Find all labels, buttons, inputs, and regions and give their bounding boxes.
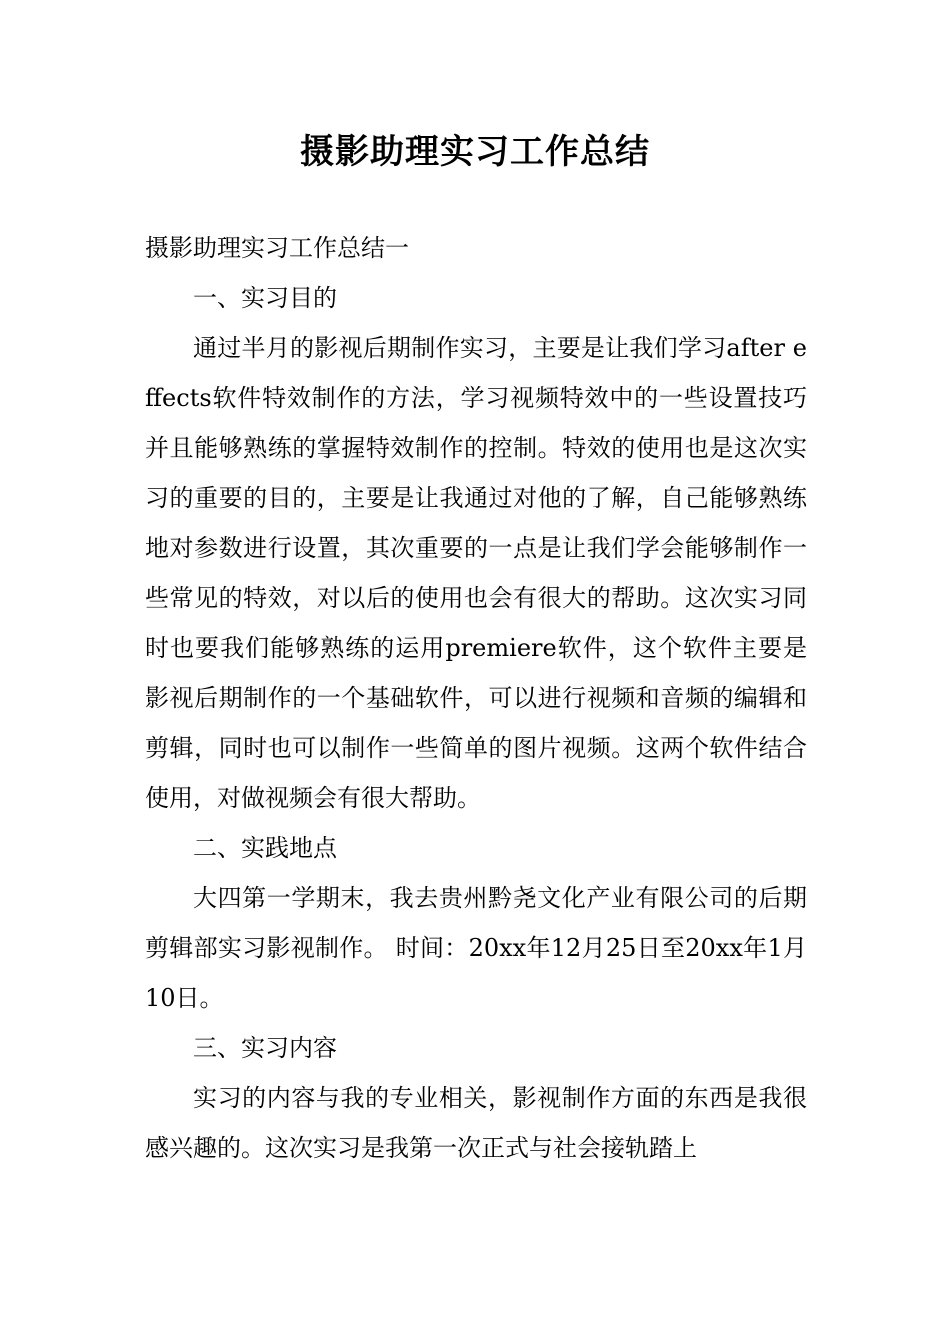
section-heading-purpose: 一、实习目的	[193, 284, 337, 312]
section-heading-location: 二、实践地点	[193, 834, 337, 862]
section-heading-main: 摄影助理实习工作总结一	[145, 234, 409, 262]
document-title: 摄影助理实习工作总结	[300, 132, 650, 172]
paragraph-purpose: 通过半月的影视后期制作实习，主要是让我们学习after effects软件特效制作的方法，学习视频特效中的一些设置技巧并且能够熟练的掌握特效制作的控制。特效的使用也是这次实习的重要的目的，主要是让我通过对他的了解，自己能够熟练地对参数进行设置，其次重要的一点是让我们学会能够制作一些常见的特效，对以后的使用也会有很大的帮助。这次实习同时也要我们能够熟练的运用premiere软件，这个软件主要是影视后期制作的一个基础软件，可以进行视频和音频的编辑和剪辑，同时也可以制作一些简单的图片视频。这两个软件结合使用，对做视频会有很大帮助。	[145, 334, 807, 812]
section-heading-content: 三、实习内容	[193, 1034, 337, 1062]
paragraph-location: 大四第一学期末，我去贵州黔尧文化产业有限公司的后期剪辑部实习影视制作。 时间：20xx年12月25日至20xx年1月10日。	[145, 884, 807, 1012]
document-body	[145, 223, 807, 1173]
paragraph-content: 实习的内容与我的专业相关，影视制作方面的东西是我很感兴趣的。这次实习是我第一次正式与社会接轨踏上	[145, 1084, 807, 1162]
